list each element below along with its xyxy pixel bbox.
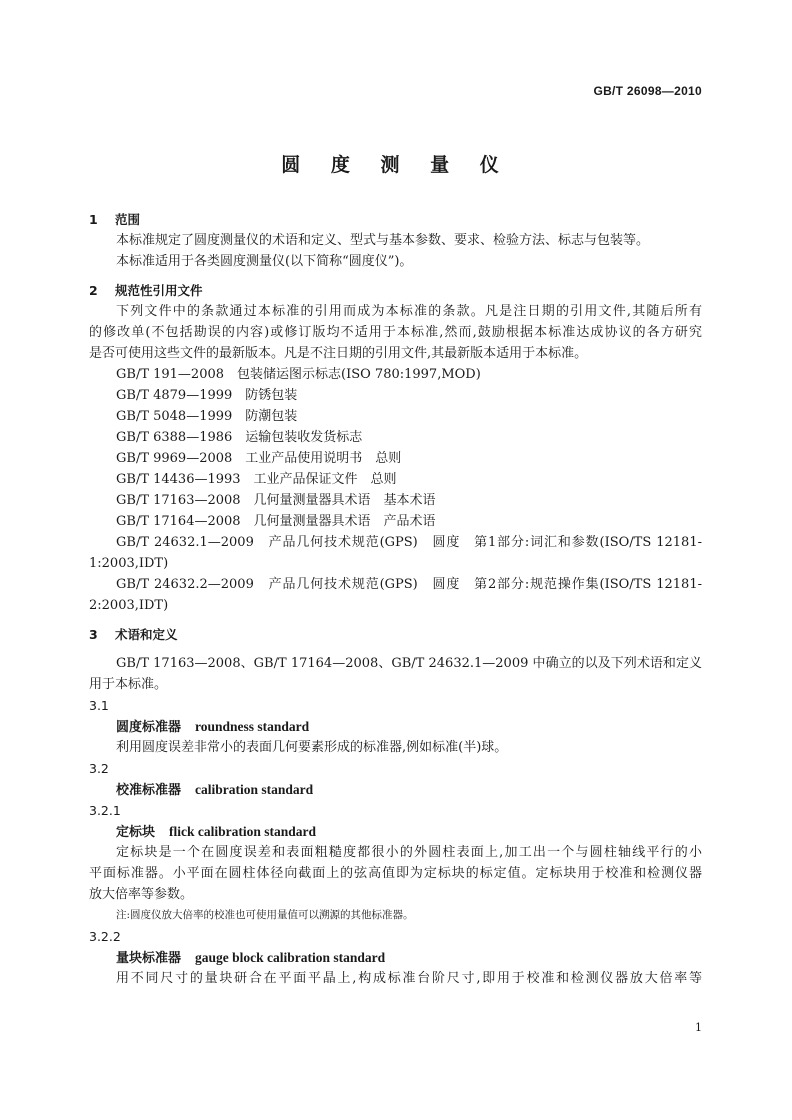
term-heading (89, 947, 702, 968)
paragraph: 是否可使用这些文件的最新版本。凡是不注日期的引用文件,其最新版本适用于本标准。 (89, 346, 588, 361)
section-number: 1 (89, 212, 98, 227)
term-chinese: 定标块 (116, 825, 156, 840)
section-number: 3 (89, 627, 98, 642)
term-chinese: 校准标准器 (116, 783, 182, 798)
document-title: 圆 度 测 量 仪 (281, 154, 511, 176)
section-title: 术语和定义 (115, 627, 178, 642)
term-chinese: 圆度标准器 (116, 720, 182, 735)
term-definition: 用不同尺寸的量块研合在平面平晶上,构成标准台阶尺寸,即用于校准和检测仪器放大倍率等 (116, 971, 702, 986)
page-number: 1 (695, 1021, 702, 1034)
reference-item-continued: 2:2003,IDT) (89, 598, 169, 613)
term-number: 3.2 (89, 761, 109, 776)
term-english: roundness standard (195, 719, 310, 734)
term-english: flick calibration standard (169, 824, 317, 839)
term-heading (89, 821, 702, 842)
section-2-heading (89, 280, 702, 301)
term-english: gauge block calibration standard (195, 950, 386, 965)
reference-item: GB/T 4879—1999 防锈包装 (116, 388, 298, 403)
reference-item: GB/T 5048—1999 防潮包装 (116, 409, 298, 424)
section-number: 2 (89, 283, 98, 298)
reference-item: GB/T 9969—2008 工业产品使用说明书 总则 (116, 451, 402, 466)
section-title: 范围 (115, 212, 141, 227)
reference-item: GB/T 24632.1—2009 产品几何技术规范(GPS) 圆度 第1部分:词汇和参数(ISO/TS 12181- (116, 535, 702, 550)
paragraph: 本标准适用于各类圆度测量仪(以下简称“圆度仪”)。 (116, 254, 413, 269)
term-number: 3.1 (89, 698, 109, 713)
reference-item: GB/T 17163—2008 几何量测量器具术语 基本术语 (116, 493, 436, 508)
paragraph: 下列文件中的条款通过本标准的引用而成为本标准的条款。凡是注日期的引用文件,其随后所有 (116, 304, 702, 319)
standard-number: GB/T 26098—2010 (593, 84, 702, 98)
reference-item: GB/T 6388—1986 运输包装收发货标志 (116, 430, 363, 445)
term-definition: 平面标准器。小平面在圆柱体径向截面上的弦高值即为定标块的标定值。定标块用于校准和检测仪器 (89, 866, 702, 881)
section-1-heading (89, 209, 702, 230)
term-english: calibration standard (195, 782, 314, 797)
term-chinese: 量块标准器 (116, 951, 182, 966)
term-definition: 放大倍率等参数。 (89, 887, 194, 902)
paragraph: 本标准规定了圆度测量仪的术语和定义、型式与基本参数、要求、检验方法、标志与包装等。 (116, 233, 650, 248)
term-definition: 利用圆度误差非常小的表面几何要素形成的标准器,例如标准(半)球。 (116, 740, 508, 755)
reference-item: GB/T 14436—1993 工业产品保证文件 总则 (116, 472, 397, 487)
reference-item: GB/T 24632.2—2009 产品几何技术规范(GPS) 圆度 第2部分:规范操作集(ISO/TS 12181- (116, 577, 702, 592)
paragraph: GB/T 17163—2008、GB/T 17164—2008、GB/T 24632.1—2009 中确立的以及下列术语和定义 (116, 656, 702, 671)
reference-item-continued: 1:2003,IDT) (89, 556, 169, 571)
section-title: 规范性引用文件 (115, 283, 203, 298)
paragraph: 用于本标准。 (89, 677, 168, 692)
paragraph: 的修改单(不包括勘误的内容)或修订版均不适用于本标准,然而,鼓励根据本标准达成协议的各方研究 (89, 325, 702, 340)
document-body (89, 209, 702, 989)
term-number: 3.2.1 (89, 803, 121, 818)
term-number: 3.2.2 (89, 929, 121, 944)
term-heading (89, 716, 702, 737)
term-definition: 定标块是一个在圆度误差和表面粗糙度都很小的外圆柱表面上,加工出一个与圆柱轴线平行的小 (116, 845, 702, 860)
note: 注:圆度仪放大倍率的校准也可使用量值可以溯源的其他标准器。 (116, 909, 414, 921)
reference-item: GB/T 191—2008 包装储运图示标志(ISO 780:1997,MOD) (116, 367, 481, 382)
reference-item: GB/T 17164—2008 几何量测量器具术语 产品术语 (116, 514, 436, 529)
term-heading (89, 779, 702, 800)
section-3-heading (89, 624, 702, 645)
